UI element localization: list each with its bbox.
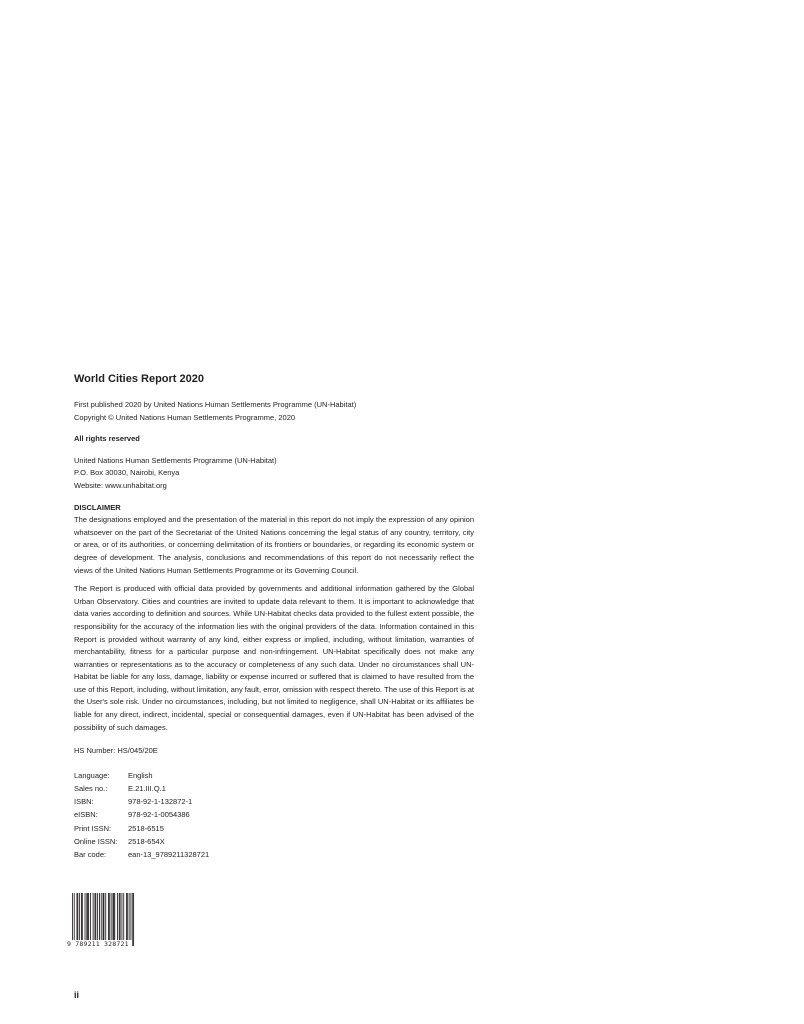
barcode-bar [72,893,73,946]
barcode-bar [104,893,105,946]
detail-key: Sales no.: [74,784,108,794]
barcode-bar [97,893,98,940]
barcode-bar [132,893,133,946]
barcode-bar [113,893,114,940]
barcode-bar [90,893,91,940]
barcode-bar [111,893,112,940]
barcode-bar [123,893,124,940]
detail-key: Bar code: [74,850,107,860]
detail-row [74,769,209,782]
detail-value: English [128,770,153,780]
hs-number: HS Number: HS/045/20E [74,746,158,756]
barcode-bar [131,893,132,940]
detail-key: Language: [74,770,110,780]
detail-key: Print ISSN: [74,823,112,833]
detail-value: ean-13_9789211328721 [128,850,210,860]
detail-value: E.21.III.Q.1 [128,784,166,794]
barcode-bar [122,893,123,940]
page-number: ii [74,990,80,1000]
barcode-bar [77,893,78,940]
barcode-bar [81,893,82,940]
detail-key: ISBN: [74,797,94,807]
barcode-bar [120,893,121,940]
detail-value: 978-92-1-132872-1 [128,797,193,807]
barcode-bar [119,893,120,940]
address-website: Website: www.unhabitat.org [74,480,167,490]
disclaimer-heading: DISCLAIMER [74,502,121,512]
barcode-bar [93,893,94,940]
detail-row [74,795,209,808]
barcode-number: 9 789211 328721 [67,940,129,948]
rights-reserved: All rights reserved [74,434,140,444]
detail-row [74,822,209,835]
detail-row [74,782,209,795]
publication-details [74,769,209,861]
first-published: First published 2020 by United Nations Human Settlements Programme (UN-Habitat) [74,400,357,409]
barcode-bar [117,893,118,940]
disclaimer-paragraph: The designations employed and the presentation of the material in this report do not imply the expression of any opinion whatsoever on the part of the Secretariat of the United Nations concerning the legal status of any country, territory, city or area, or of its authorities, or concerning delimitation of its frontiers or boundaries, or regarding its economic system or degree of development. The analysis, conclusions and recommendations of this report do not necessarily reflect the views of the United Nations Human Settlements Programme or its Governing Council. [74,515,474,575]
barcode-bar [103,893,104,946]
barcode-bar [99,893,100,940]
barcode-bar [113,893,114,940]
barcode-bar [114,893,115,940]
barcode-bar [127,893,128,940]
report-title: World Cities Report 2020 [74,373,204,385]
detail-value: 2518-6515 [128,823,164,833]
barcode-bar [95,893,96,940]
copyright-block [74,372,474,861]
detail-key: eISBN: [74,810,98,820]
barcode-bar [101,893,102,940]
detail-value: 978-92-1-0054386 [128,810,190,820]
barcode-bar [85,893,86,940]
barcode-bar [77,893,78,940]
barcode-bar [87,893,88,940]
detail-key: Online ISSN: [74,836,118,846]
barcode-bar [129,893,130,940]
barcode-bar [133,893,134,946]
barcode-bar [109,893,110,940]
barcode-bar [82,893,83,940]
barcode-bar [79,893,80,940]
barcode-bar [108,893,109,940]
copyright-line: Copyright © United Nations Human Settlements Programme, 2020 [74,412,296,422]
detail-row [74,835,209,848]
detail-row [74,808,209,821]
barcode-bar [95,893,96,940]
detail-value: 2518-654X [128,836,165,846]
barcode-bar [86,893,87,940]
barcode-bar [126,893,127,940]
address-po-box: P.O. Box 30030, Nairobi, Kenya [74,468,180,478]
disclaimer-paragraph: The Report is produced with official data provided by governments and additional information gathered by the Global Urban Observatory. Cities and countries are invited to update data relevant to them. It is important to acknowledge that data varies according to definition and sources. While UN-Habitat checks data provided to the fullest extent possible, the responsibility for the accuracy of the information lies with the original providers of the data. Information contained in this Report is provided without warranty of any kind, either express or implied, including, without limitation, warranties of merchantability, fitness for a particular purpose and non-infringement. UN-Habitat specifically does not make any warranties or representations as to the accuracy or completeness of any such data. Under no circumstances shall UN-Habitat be liable for any loss, damage, liability or expense incurred or suffered that is claimed to have resulted from the use of this Report, including, without limitation, any fault, error, omission with respect thereto. The use of this Report is at the User's sole risk. Under no circumstances, including, but not limited to negligence, shall UN-Habitat or its affiliates be liable for any direct, indirect, incidental, special or consequential damages, even if UN-Habitat has been advised of the possibility of such damages. [74,584,474,732]
detail-row [74,848,209,861]
address-org: United Nations Human Settlements Programme (UN-Habitat) [74,455,277,465]
barcode-bar [105,893,106,940]
barcode-bar [74,893,75,946]
barcode-bar [88,893,89,940]
